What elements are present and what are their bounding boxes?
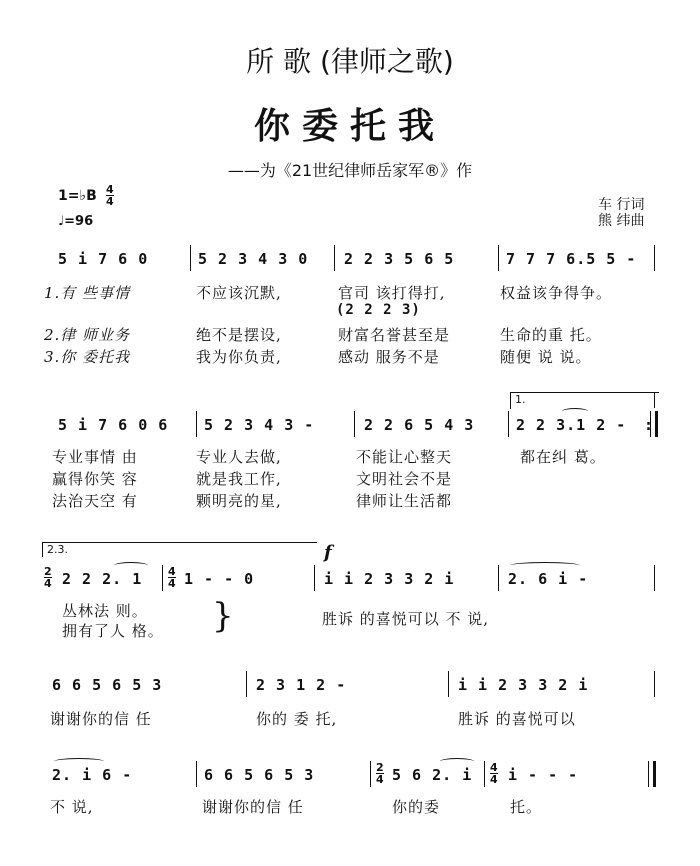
s1-measure-2-notes: 5 2 3 4 3 0 xyxy=(198,250,309,268)
s2-verse1-lyric-4: 都在纠 葛。 xyxy=(520,448,606,466)
s1-measure-4-notes: 7 7 7 6.5 5 - xyxy=(506,250,637,268)
s1-verse2-lyric-1: 2.律 师业务 xyxy=(44,326,131,344)
slur xyxy=(562,408,588,415)
s1-verse2-lyric-3: 财富名誉甚至是 xyxy=(338,326,451,344)
s1-verse3-lyric-1: 3.你 委托我 xyxy=(44,348,131,366)
time-signature: 4 4 xyxy=(106,183,114,208)
s2-measure-4-notes: 2 2 3.1 2 - xyxy=(516,416,627,434)
s3-verse3-lyric: 拥有了人 格。 xyxy=(62,622,164,640)
s1-verse3-lyric-2: 我为你负责, xyxy=(196,348,282,366)
s2-measure-2-notes: 5 2 3 4 3 - xyxy=(204,416,315,434)
barline xyxy=(498,245,499,271)
s4-lyric-2: 你的 委 托, xyxy=(256,710,338,728)
s2-verse2-lyric-1: 赢得你笑 容 xyxy=(52,470,138,488)
barline xyxy=(162,565,163,591)
s5-lyric-1: 不 说, xyxy=(50,798,94,816)
s1-verse1-lyric-1: 1.有 些事情 xyxy=(44,284,131,302)
s5-measure-2-notes: 6 6 5 6 5 3 xyxy=(204,766,315,784)
key-signature: 1=♭B xyxy=(58,188,97,204)
slur xyxy=(510,562,580,569)
song-subtitle: 你委托我 xyxy=(253,105,446,147)
barline xyxy=(334,245,335,271)
barline xyxy=(370,761,371,787)
barline xyxy=(196,761,197,787)
s5-lyric-4: 托。 xyxy=(510,798,543,816)
s4-measure-3-notes: i i 2 3 3 2 i xyxy=(458,676,589,694)
repeat-barline xyxy=(650,411,658,437)
s2-verse1-lyric-2: 专业人去做, xyxy=(196,448,282,466)
time-signature-2-4: 2 4 xyxy=(376,761,384,786)
s5-measure-3-notes: 5 6 2. i xyxy=(392,766,473,784)
s2-verse3-lyric-3: 律师让生活都 xyxy=(356,492,453,510)
barline xyxy=(354,411,355,437)
slur xyxy=(54,758,104,765)
time-signature-4-4: 4 4 xyxy=(168,565,176,590)
composer-credit: 熊 纬曲 xyxy=(598,213,645,229)
s1-alternate-notes: (2 2 2 3) xyxy=(336,302,421,318)
s4-lyric-1: 谢谢你的信 任 xyxy=(50,710,152,728)
s4-measure-2-notes: 2 3 1 2 - xyxy=(256,676,347,694)
dynamic-forte: f xyxy=(324,542,332,563)
s3-refrain-lyric: 胜诉 的喜悦可以 不 说, xyxy=(322,610,490,628)
s1-verse2-lyric-2: 绝不是摆设, xyxy=(196,326,282,344)
barline xyxy=(314,565,315,591)
repeat-sign: : xyxy=(644,416,655,434)
s2-measure-1-notes: 5 i 7 6 0 6 xyxy=(58,416,169,434)
barline xyxy=(654,671,655,697)
s2-verse1-lyric-3: 不能让心整天 xyxy=(356,448,453,466)
barline xyxy=(196,411,197,437)
song-dedication: ——为《21世纪律师岳家军®》作 xyxy=(227,161,473,180)
barline xyxy=(654,245,655,271)
s2-measure-3-notes: 2 2 6 5 4 3 xyxy=(364,416,475,434)
verse-brace: } xyxy=(212,596,234,636)
s3-verse2-lyric: 丛林法 则。 xyxy=(62,602,148,620)
s1-verse1-lyric-4: 权益该争得争。 xyxy=(500,284,613,302)
s3-measure-1-notes: 2 2 2. 1 xyxy=(62,570,143,588)
s5-measure-4-notes: i - - - xyxy=(508,766,579,784)
s1-measure-3-notes: 2 2 3 5 6 5 xyxy=(344,250,455,268)
volta-1-end xyxy=(654,392,655,408)
s5-lyric-2: 谢谢你的信 任 xyxy=(202,798,304,816)
slur xyxy=(440,758,474,765)
s5-measure-1-notes: 2. i 6 - xyxy=(52,766,133,784)
s1-measure-1-notes: 5 i 7 6 0 xyxy=(58,250,149,268)
barline xyxy=(448,671,449,697)
s1-verse1-lyric-2: 不应该沉默, xyxy=(196,284,282,302)
s3-measure-2-notes: 1 - - 0 xyxy=(184,570,255,588)
s1-verse1-lyric-3: 官司 该打得打, xyxy=(338,284,446,302)
barline xyxy=(508,411,509,437)
s2-verse3-lyric-2: 颗明亮的星, xyxy=(196,492,282,510)
barline xyxy=(654,565,655,591)
s5-lyric-3: 你的委 xyxy=(392,798,441,816)
s1-verse3-lyric-3: 感动 服务不是 xyxy=(338,348,440,366)
time-signature-4-4: 4 4 xyxy=(490,761,498,786)
volta-1: 1. xyxy=(510,392,659,409)
tempo-marking: ♩=96 xyxy=(58,214,94,229)
final-barline xyxy=(648,761,656,787)
song-title: 所 歌 (律师之歌) xyxy=(246,45,454,78)
s3-measure-3-notes: i i 2 3 3 2 i xyxy=(324,570,455,588)
lyricist-credit: 车 行词 xyxy=(598,197,645,213)
s1-verse2-lyric-4: 生命的重 托。 xyxy=(500,326,602,344)
slur xyxy=(114,562,148,569)
s2-verse2-lyric-2: 就是我工作, xyxy=(196,470,282,488)
s4-lyric-3: 胜诉 的喜悦可以 xyxy=(458,710,576,728)
time-signature-2-4: 2 4 xyxy=(44,565,52,590)
s3-measure-4-notes: 2. 6 i - xyxy=(508,570,589,588)
barline xyxy=(190,245,191,271)
barline xyxy=(484,761,485,787)
s4-measure-1-notes: 6 6 5 6 5 3 xyxy=(52,676,163,694)
barline xyxy=(246,671,247,697)
s1-verse3-lyric-4: 随便 说 说。 xyxy=(500,348,592,366)
s2-verse3-lyric-1: 法治天空 有 xyxy=(52,492,138,510)
s2-verse1-lyric-1: 专业事情 由 xyxy=(52,448,138,466)
s2-verse2-lyric-3: 文明社会不是 xyxy=(356,470,453,488)
barline xyxy=(498,565,499,591)
volta-2-3: 2.3. xyxy=(42,542,317,557)
